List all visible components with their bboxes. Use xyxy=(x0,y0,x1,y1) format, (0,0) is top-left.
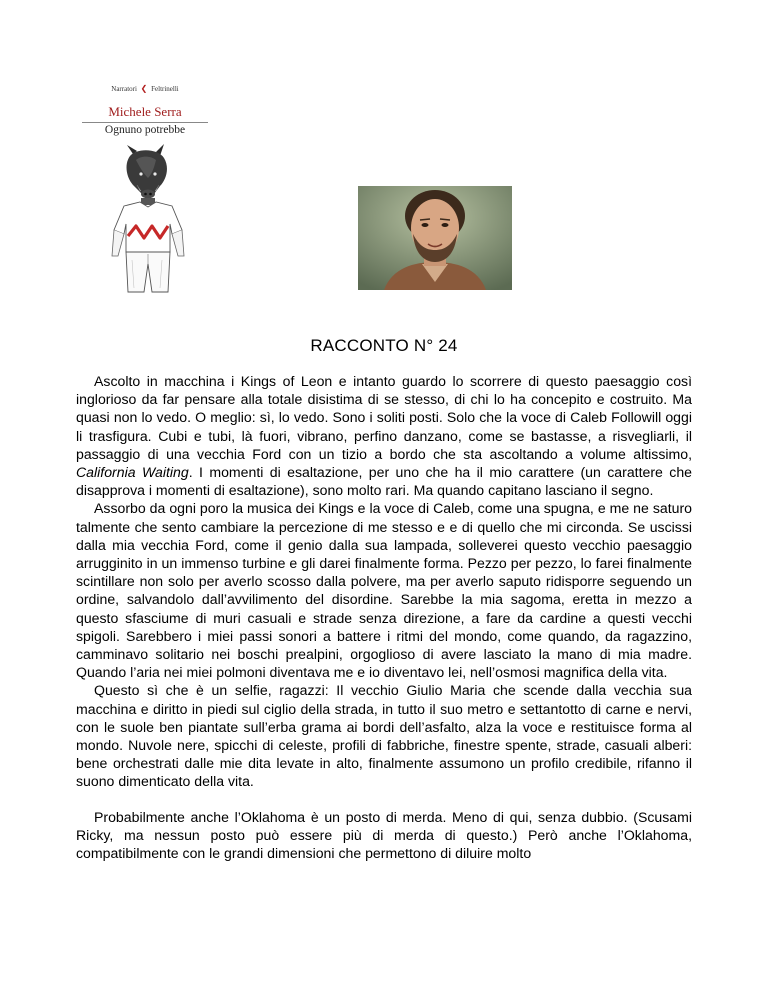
cover-series xyxy=(76,84,214,93)
cover-series-left: Narratori xyxy=(111,85,137,93)
cover-series-right: Feltrinelli xyxy=(151,85,179,93)
publisher-logo-icon: ❮ xyxy=(140,84,148,93)
paragraph-2: Assorbo da ogni poro la musica dei Kings e la voce di Caleb, come una spugna, e me ne saturo talmente che sento cambiare la percezione di me stesso e e di quello che mi circonda. Se uscissi dalla mia vecchia Ford, come il genio dalla sua lampada, solleverei questo vecchio paesaggio arrugginito in un immenso turbine e gli darei finalmente forma. Pezzo per pezzo, lo farei finalmente scintillare non solo per averlo scosso dalla polvere, ma per averlo saputo ridisporre seguendo un ordine, salvandolo dall’avvilimento del disordine. Sarebbe la mia sagoma, eretta in mezzo a questo sfasciume di muri casuali e strade senza direzione, a fare da cardine a questi vecchi spigoli. Sarebbero i miei passi sonori a battere i ritmi del mondo, come quando, da ragazzino, camminavo solitario nei boschi prealpini, orgoglioso di avere lasciato la mano di mia madre. Quando l’aria nei miei polmoni diventava me e io diventavo lei, nell’osmosi magnifica della vita. xyxy=(76,500,692,681)
boar-figure-illustration xyxy=(100,144,196,294)
paragraph-3: Questo sì che è un selfie, ragazzi: Il vecchio Giulio Maria che scende dalla vecchia sua macchina e diritto in piedi sul ciglio della strada, in tutto il suo metro e settantotto di carne e nervi, con le suole ben piantate sull’erba grama ai bordi dell’asfalto, alza la voce e restituisce forma al mondo. Nuvole nere, spicchi di celeste, profili di fabbriche, finestre spente, strade, casuali alberi: bene orchestrati dalle mie dita levate in alto, finalmente assumono un profilo credibile, rifanno il suono dimenticato della vita. xyxy=(76,682,692,790)
paragraph-1 xyxy=(76,372,692,499)
cover-title: Ognuno potrebbe xyxy=(104,124,186,136)
book-cover xyxy=(76,74,214,294)
song-title: California Waiting xyxy=(76,464,189,481)
paragraph-1-text-end: . I momenti di esaltazione, per uno che ha il mio carattere (un carattere che disapprova i momenti di esaltazione), sono molto rari. Ma quando capitano lasciano il segno. xyxy=(76,464,692,499)
author-photo xyxy=(358,186,512,290)
paragraph-4: Probabilmente anche l’Oklahoma è un posto di merda. Meno di qui, senza dubbio. (Scusami Ricky, ma nessun posto può essere più di merda di questo.) Però anche l’Oklahoma, compatibilmente con le grandi dimensioni che permettono di diluire molto xyxy=(76,808,692,862)
story-heading: RACCONTO N° 24 xyxy=(310,336,458,355)
paragraph-1-text-start: Ascolto in macchina i Kings of Leon e intanto guardo lo scorrere di questo paesaggio così inglorioso da far pensare alla totale disistima di se stesso, di chi lo ha concepito e costruito. Ma quasi non lo vedo. O meglio: sì, lo vedo. Sono i soliti posti. Solo che la voce di Caleb Followill oggi li trasfigura. Cubi e tubi, là fuori, vibrano, perfino danzano, come se bastasse, a risvegliarli, il passaggio di una vecchia Ford con un tizio a bordo che sta ascoltando a volume altissimo, xyxy=(76,373,692,462)
cover-divider xyxy=(82,122,208,123)
cover-author: Michele Serra xyxy=(108,104,182,119)
story-body xyxy=(76,372,692,880)
